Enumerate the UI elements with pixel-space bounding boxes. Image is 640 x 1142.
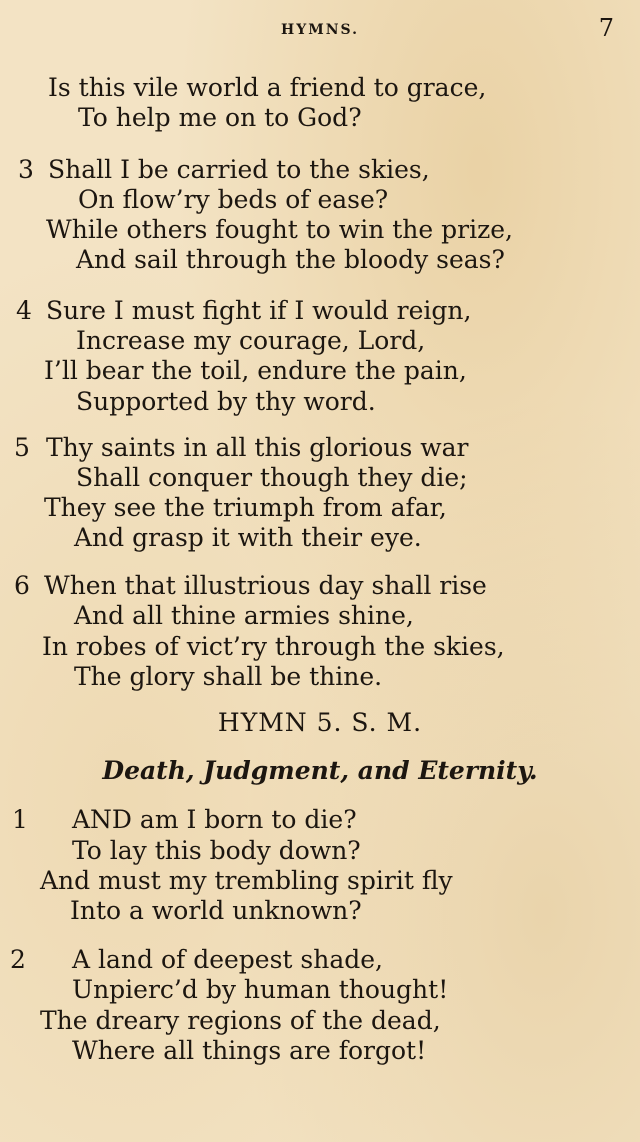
verse-line: On flow’ry beds of ease? <box>78 185 389 214</box>
verse-line: Shall conquer though they die; <box>76 463 468 492</box>
verse-line: Supported by thy word. <box>76 387 376 416</box>
verse-line: Thy saints in all this glorious war <box>46 433 469 462</box>
stanza-number: 5 <box>14 433 30 462</box>
verse-line: To lay this body down? <box>72 836 361 865</box>
verse-line: The dreary regions of the dead, <box>40 1006 441 1035</box>
verse-line: A land of deepest shade, <box>72 945 383 974</box>
verse-line: When that illustrious day shall rise <box>44 571 487 600</box>
verse-line: And all thine armies shine, <box>74 601 414 630</box>
verse-line: And sail through the bloody seas? <box>76 245 505 274</box>
verse-line: Sure I must fight if I would reign, <box>46 296 472 325</box>
stanza-number: 1 <box>12 805 28 834</box>
verse-line: Shall I be carried to the skies, <box>48 155 430 184</box>
verse-line: I’ll bear the toil, endure the pain, <box>44 356 467 385</box>
page-number: 7 <box>598 14 614 42</box>
verse-line: While others fought to win the prize, <box>46 215 513 244</box>
verse-line: The glory shall be thine. <box>74 662 383 691</box>
hymn-heading: HYMN 5. S. M. <box>217 708 423 737</box>
verse-line: Unpierc’d by human thought! <box>72 975 449 1004</box>
stanza-number: 4 <box>16 296 32 325</box>
verse-line: They see the triumph from afar, <box>44 493 447 522</box>
stanza-number: 6 <box>14 571 30 600</box>
verse-line: AND am I born to die? <box>72 805 357 834</box>
running-head: HYMNS. <box>280 22 359 38</box>
verse-line: Increase my courage, Lord, <box>76 326 426 355</box>
verse-line: And must my trembling spirit fly <box>40 866 453 895</box>
verse-line: In robes of vict’ry through the skies, <box>42 632 505 661</box>
verse-line: And grasp it with their eye. <box>74 523 422 552</box>
verse-line: Into a world unknown? <box>70 896 362 925</box>
verse-line: Is this vile world a friend to grace, <box>48 73 487 102</box>
hymn-subtitle: Death, Judgment, and Eternity. <box>102 756 538 785</box>
stanza-number: 3 <box>18 155 34 184</box>
verse-line: To help me on to God? <box>78 103 362 132</box>
verse-line: Where all things are forgot! <box>72 1036 427 1065</box>
stanza-number: 2 <box>10 945 26 974</box>
